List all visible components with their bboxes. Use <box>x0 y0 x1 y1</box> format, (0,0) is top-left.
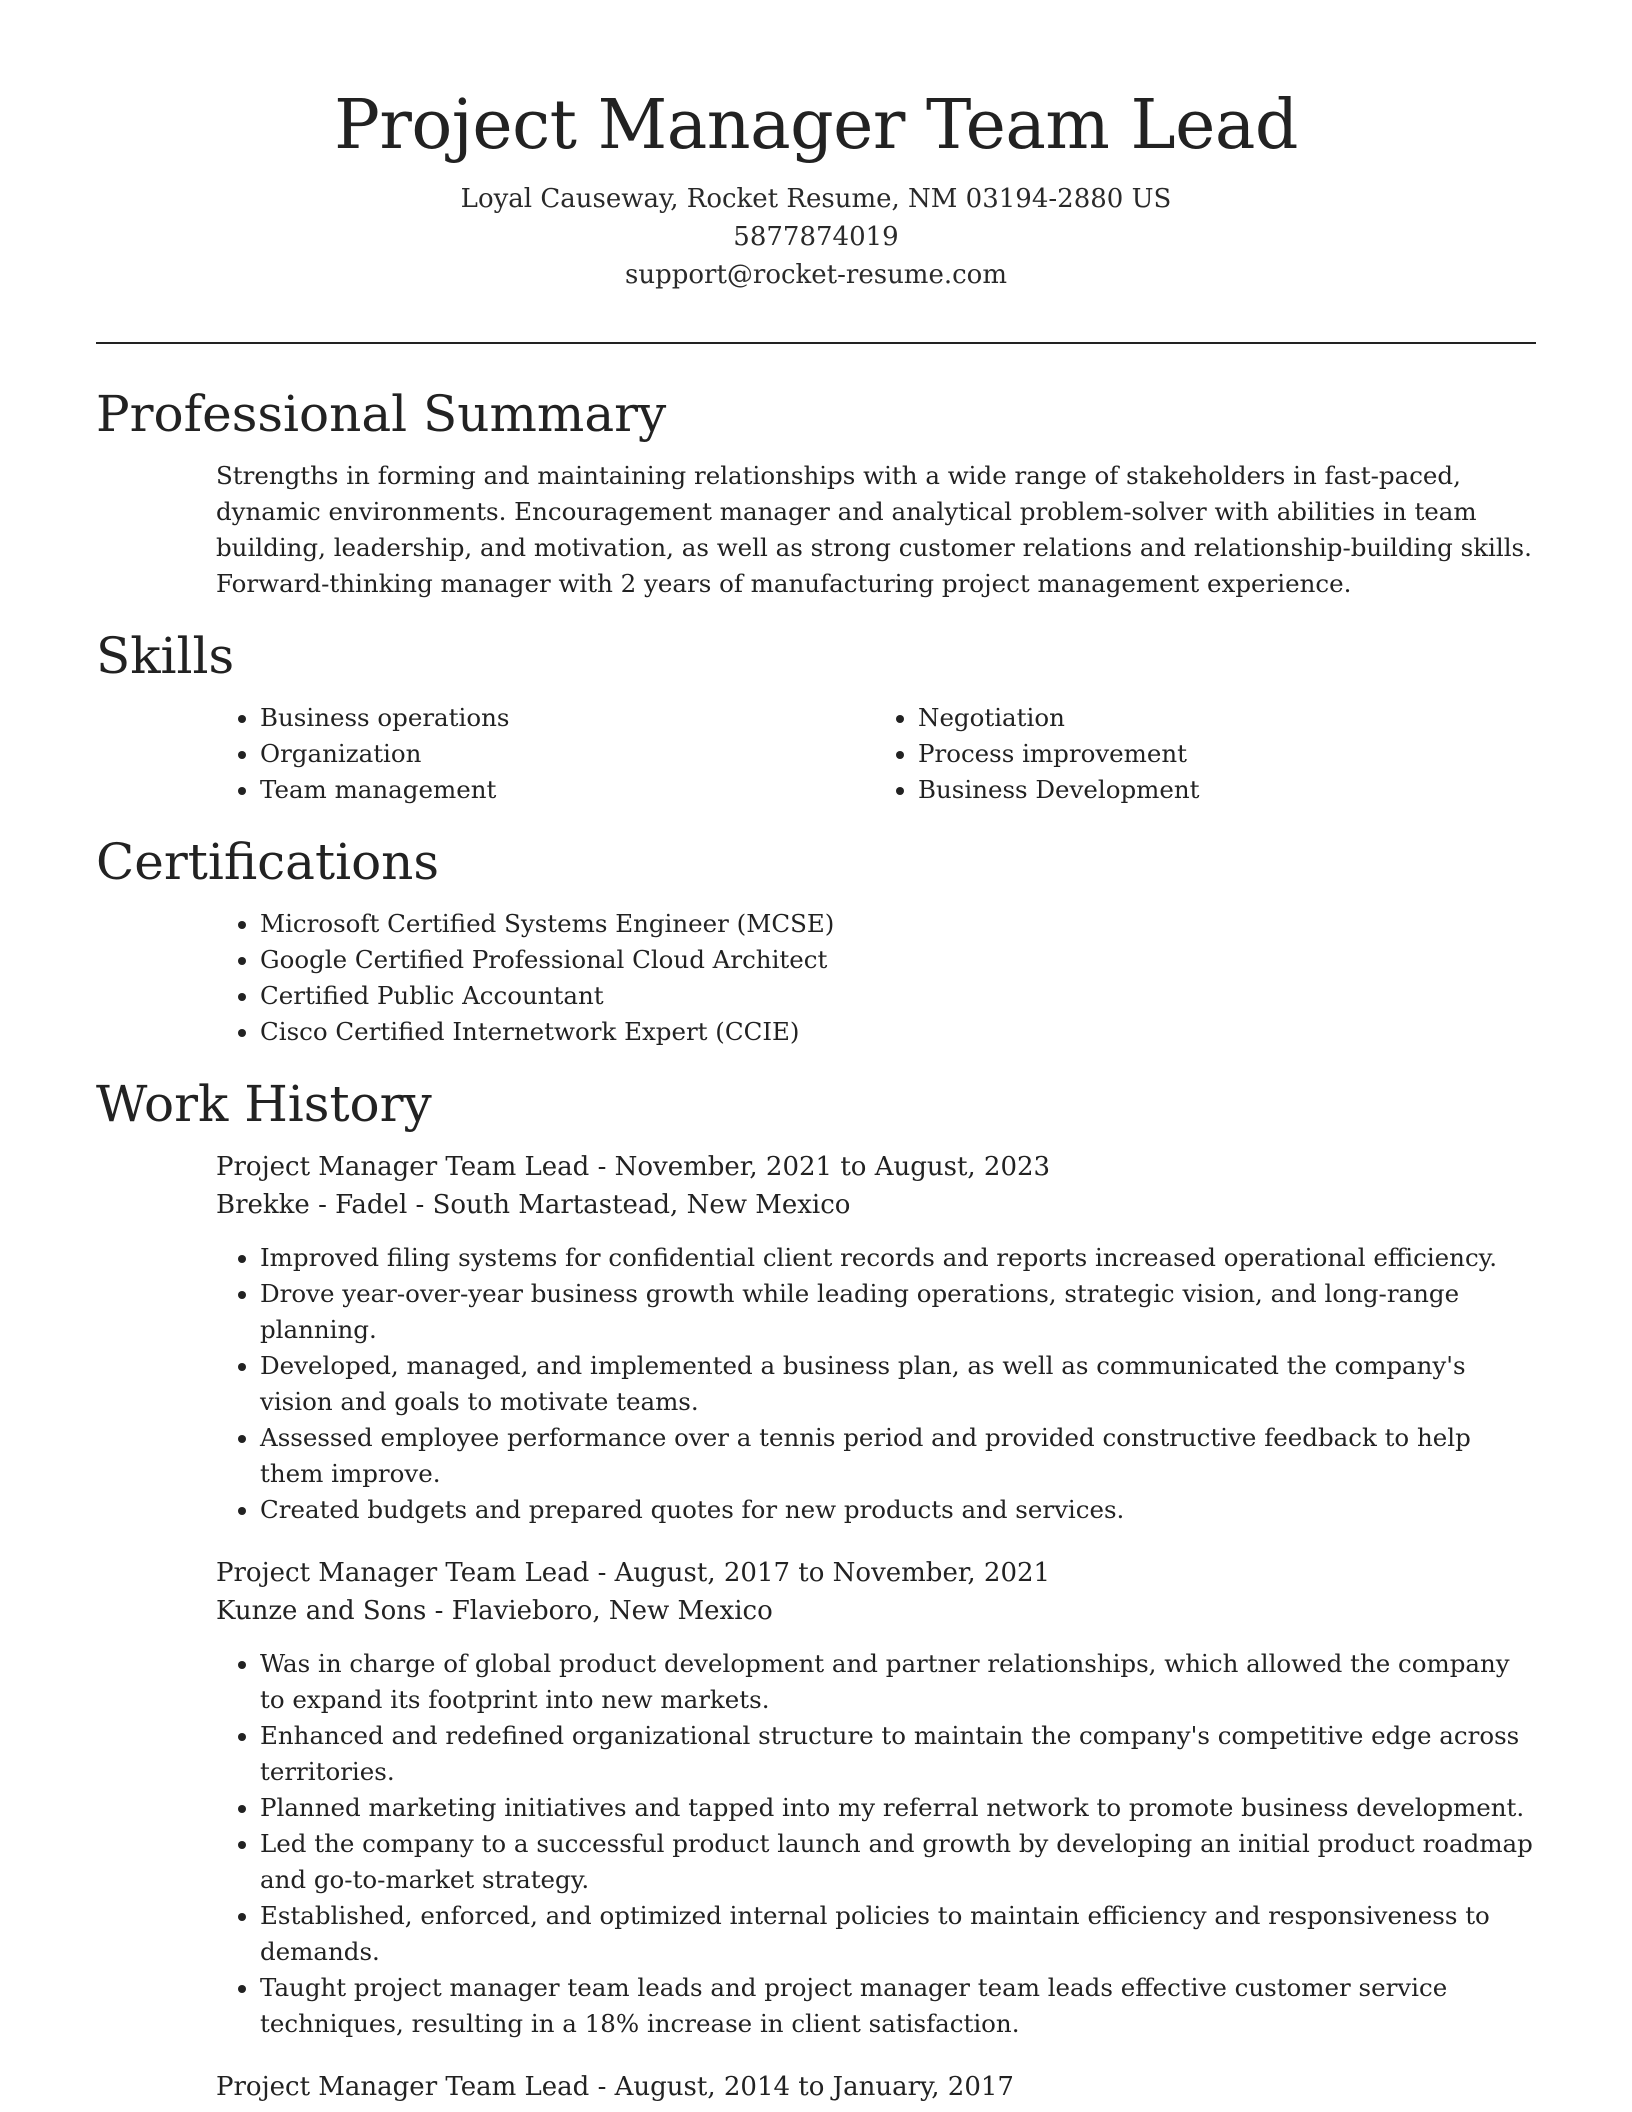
skills-section <box>96 620 1536 808</box>
candidate-name: Project Manager Team Lead <box>334 86 1298 165</box>
job-bullet: • Enhanced and redefined organizational structure to maintain the company's competitive edge across territories. <box>260 1718 1536 1790</box>
certifications-title: Certifications <box>96 833 440 891</box>
job-entry <box>96 1148 1536 1528</box>
skill-item: • Negotiation <box>918 700 1536 736</box>
certification-item: • Microsoft Certified Systems Engineer (MCSE) <box>260 906 1536 942</box>
job-bullet: • Taught project manager team leads and project manager team leads effective customer service techniques, resulting in a 18% increase in client satisfaction. <box>260 1970 1536 2042</box>
certification-item: • Cisco Certified Internetwork Expert (CCIE) <box>260 1014 1536 1050</box>
job-bullet: • Led the company to a successful product launch and growth by developing an initial product roadmap and go-to-market strategy. <box>260 1826 1536 1898</box>
header-divider <box>96 342 1536 344</box>
work-history-section <box>96 1068 1536 2106</box>
skills-list-left <box>96 700 878 808</box>
certification-item: • Certified Public Accountant <box>260 978 1536 1014</box>
skills-columns <box>96 700 1536 808</box>
job-entry <box>96 2068 1536 2106</box>
resume-body <box>96 378 1536 2106</box>
phone-number: 5877874019 <box>733 222 899 252</box>
email-address: support@rocket-resume.com <box>624 260 1007 290</box>
skills-title: Skills <box>96 627 235 685</box>
job-heading: Project Manager Team Lead - August, 2014 to January, 2017 <box>216 2072 1014 2102</box>
job-heading: Project Manager Team Lead - August, 2017 to November, 2021 <box>216 1558 1051 1588</box>
address: Loyal Causeway, Rocket Resume, NM 03194-2880 US <box>460 184 1172 214</box>
job-company: Brekke - Fadel - South Martastead, New Mexico <box>216 1190 851 1220</box>
job-bullet: • Was in charge of global product development and partner relationships, which allowed the company to expand its footprint into new markets. <box>260 1646 1536 1718</box>
work-history-title: Work History <box>96 1075 432 1133</box>
skills-list-right <box>878 700 1536 808</box>
job-bullets <box>96 1240 1536 1528</box>
job-entry <box>96 1554 1536 2042</box>
certification-item: • Google Certified Professional Cloud Architect <box>260 942 1536 978</box>
skill-item: • Business Development <box>918 772 1536 808</box>
job-heading: Project Manager Team Lead - November, 2021 to August, 2023 <box>216 1152 1051 1182</box>
job-bullet: • Improved filing systems for confidential client records and reports increased operational efficiency. <box>260 1240 1536 1276</box>
certifications-list <box>96 906 1536 1050</box>
skill-item: • Business operations <box>260 700 878 736</box>
job-bullet: • Assessed employee performance over a tennis period and provided constructive feedback to help them improve. <box>260 1420 1536 1492</box>
job-bullet: • Established, enforced, and optimized internal policies to maintain efficiency and responsiveness to demands. <box>260 1898 1536 1970</box>
skill-item: • Organization <box>260 736 878 772</box>
summary-text: Strengths in forming and maintaining relationships with a wide range of stakeholders in fast-paced, dynamic environments. Encouragement manager and analytical problem-solver with abilities in team building, leadership, and motivation, as well as strong customer relations and relationship-building skills. Forward-thinking manager with 2 years of manufacturing project management experience. <box>216 461 1532 598</box>
skill-item: • Team management <box>260 772 878 808</box>
certifications-section <box>96 826 1536 1050</box>
resume-header <box>96 80 1536 294</box>
job-bullet: • Developed, managed, and implemented a business plan, as well as communicated the company's vision and goals to motivate teams. <box>260 1348 1536 1420</box>
skill-item: • Process improvement <box>918 736 1536 772</box>
job-bullets <box>96 1646 1536 2042</box>
job-company: Kunze and Sons - Flavieboro, New Mexico <box>216 1596 773 1626</box>
job-bullet: • Created budgets and prepared quotes for new products and services. <box>260 1492 1536 1528</box>
summary-section <box>96 378 1536 602</box>
job-bullet: • Planned marketing initiatives and tapped into my referral network to promote business development. <box>260 1790 1536 1826</box>
summary-title: Professional Summary <box>96 385 667 443</box>
job-bullet: • Drove year-over-year business growth while leading operations, strategic vision, and long-range planning. <box>260 1276 1536 1348</box>
